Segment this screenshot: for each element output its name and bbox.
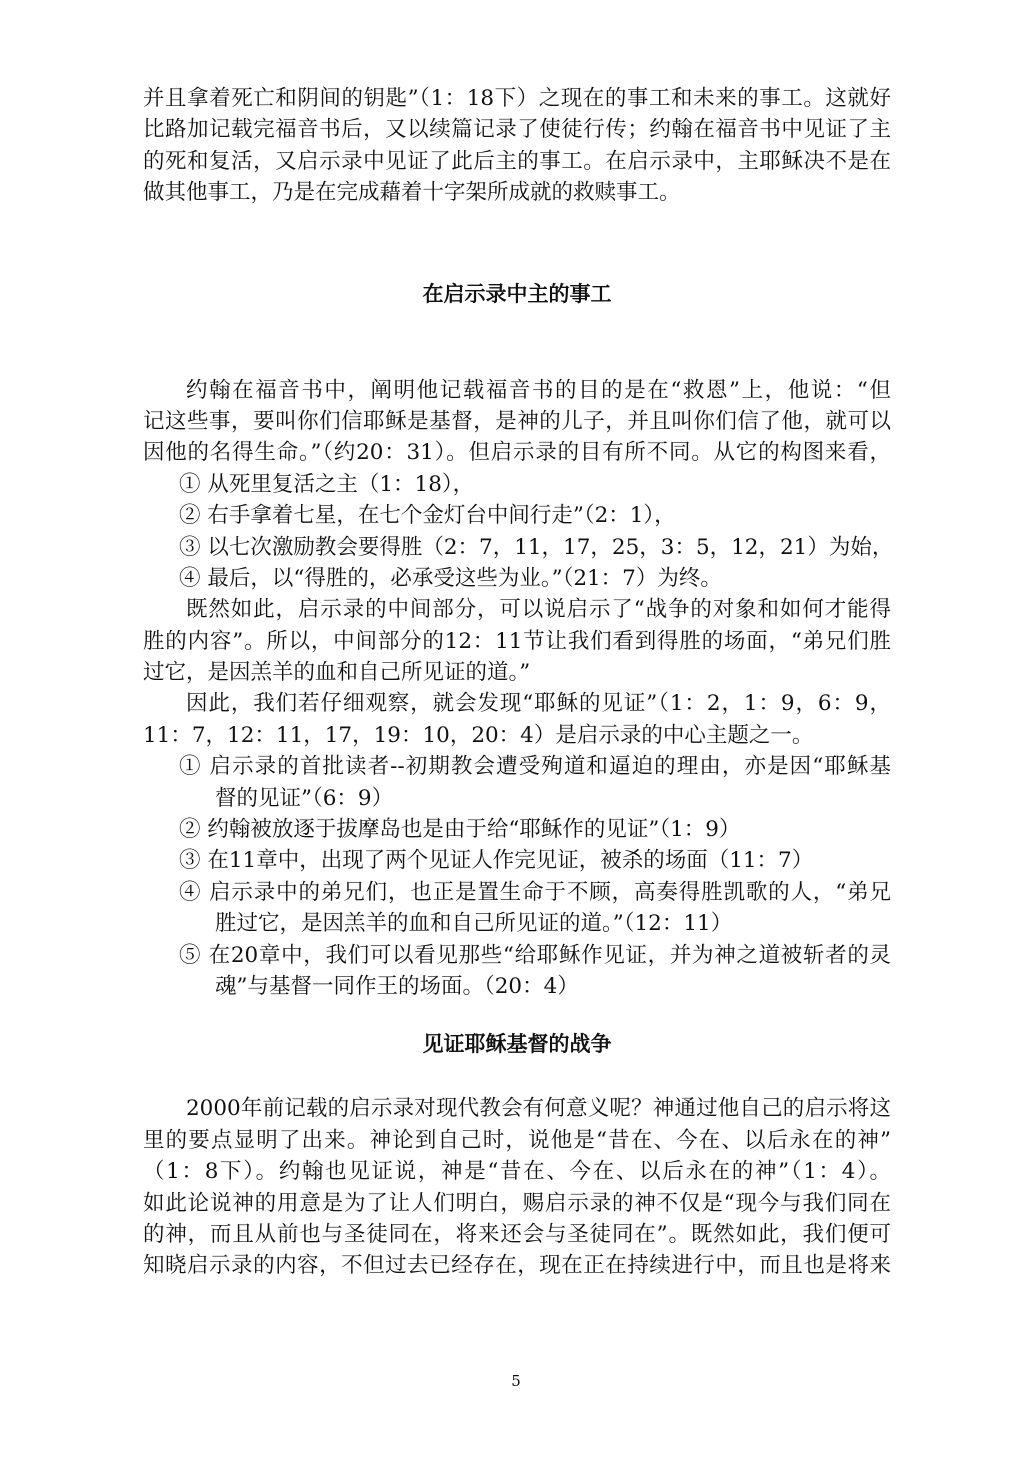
list-item: ⑤ 在20章中，我们可以看见那些“给耶稣作见证，并为神之道被斩者的灵 [179,942,891,968]
list-item: ② 右手拿着七星，在七个金灯台中间行走”（2：1）， [179,503,676,529]
text-line: 因他的名得生命。”（约20：31）。但启示录的目有所不同。从它的构图来看， [143,440,891,466]
text-line: 11：7，12：11，17，19：10，20：4）是启示录的中心主题之一。 [143,722,814,748]
page-number: 5 [511,1372,521,1390]
list-item-continuation: 督的见证”（6：9） [215,785,394,811]
text-line: 比路加记载完福音书后，又以续篇记录了使徒行传；约翰在福音书中见证了主 [143,117,891,143]
paragraph [143,1093,891,1281]
section-heading: 在启示录中主的事工 [422,281,612,306]
list-item: ③ 以七次激励教会要得胜（2：7，11，17，25，3：5，12，21）为始， [179,534,894,560]
text-line: 胜的内容”。所以，中间部分的12：11节让我们看到得胜的场面，“弟兄们胜 [143,628,891,654]
text-line: 既然如此，启示录的中间部分，可以说启示了“战争的对象和如何才能得 [186,597,891,623]
paragraph [143,688,891,751]
text-line: （1：8下）。约翰也见证说，神是“昔在、今在、以后永在的神”（1：4）。 [143,1159,891,1185]
text-line: 约翰在福音书中，阐明他记载福音书的目的是在“救恩”上，他说：“但 [186,377,891,403]
list-item: ① 启示录的首批读者--初期教会遭受殉道和逼迫的理由，亦是因“耶稣基 [179,754,891,780]
list-item: ④ 最后，以“得胜的，必承受这些为业。”（21：7）为终。 [179,565,722,591]
text-line: 如此论说神的用意是为了让人们明白，赐启示录的神不仅是“现今与我们同在 [143,1190,891,1216]
list-item-continuation: 胜过它，是因羔羊的血和自己所见证的道。”（12：11） [215,911,733,937]
list-item-continuation: 魂”与基督一同作王的场面。（20：4） [215,973,579,999]
text-line: 并且拿着死亡和阴间的钥匙”（1：18下）之现在的事工和未来的事工。这就好 [143,86,891,111]
section-heading: 见证耶稣基督的战争 [422,1032,612,1057]
paragraph [143,375,891,469]
list-item: ④ 启示录中的弟兄们，也正是置生命于不顾，高奏得胜凯歌的人，“弟兄 [179,879,891,905]
list-item: ① 从死里复活之主（1：18）， [179,471,475,497]
text-line: 因此，我们若仔细观察，就会发现“耶稣的见证”（1：2，1：9，6：9， [186,691,891,717]
text-line: 记这些事，要叫你们信耶稣是基督，是神的儿子，并且叫你们信了他，就可以 [143,408,891,434]
text-line: 过它，是因羔羊的血和自己所见证的道。” [143,660,531,686]
list-item: ② 约翰被放逐于拔摩岛也是由于给“耶稣作的见证”（1：9） [179,817,741,843]
text-line: 的神，而且从前也与圣徒同在，将来还会与圣徒同在”。既然如此，我们便可 [143,1221,891,1247]
numbered-list [143,469,894,595]
numbered-list [143,751,891,1002]
list-item: ③ 在11章中，出现了两个见证人作完见证，被杀的场面（11：7） [179,848,814,874]
page-content [143,83,894,1282]
text-line: 知晓启示录的内容，不但过去已经存在，现在正在持续进行中，而且也是将来 [143,1253,891,1279]
text-line: 里的要点显明了出来。神论到自己时，说他是“昔在、今在、以后永在的神” [143,1127,891,1153]
text-line: 2000年前记载的启示录对现代教会有何意义呢？神通过他自己的启示将这 [186,1096,891,1122]
intro-paragraph [143,83,891,209]
text-line: 的死和复活，又启示录中见证了此后主的事工。在启示录中，主耶稣决不是在 [143,148,891,174]
text-line: 做其他事工，乃是在完成藉着十字架所成就的救赎事工。 [143,180,681,206]
paragraph [143,594,891,688]
